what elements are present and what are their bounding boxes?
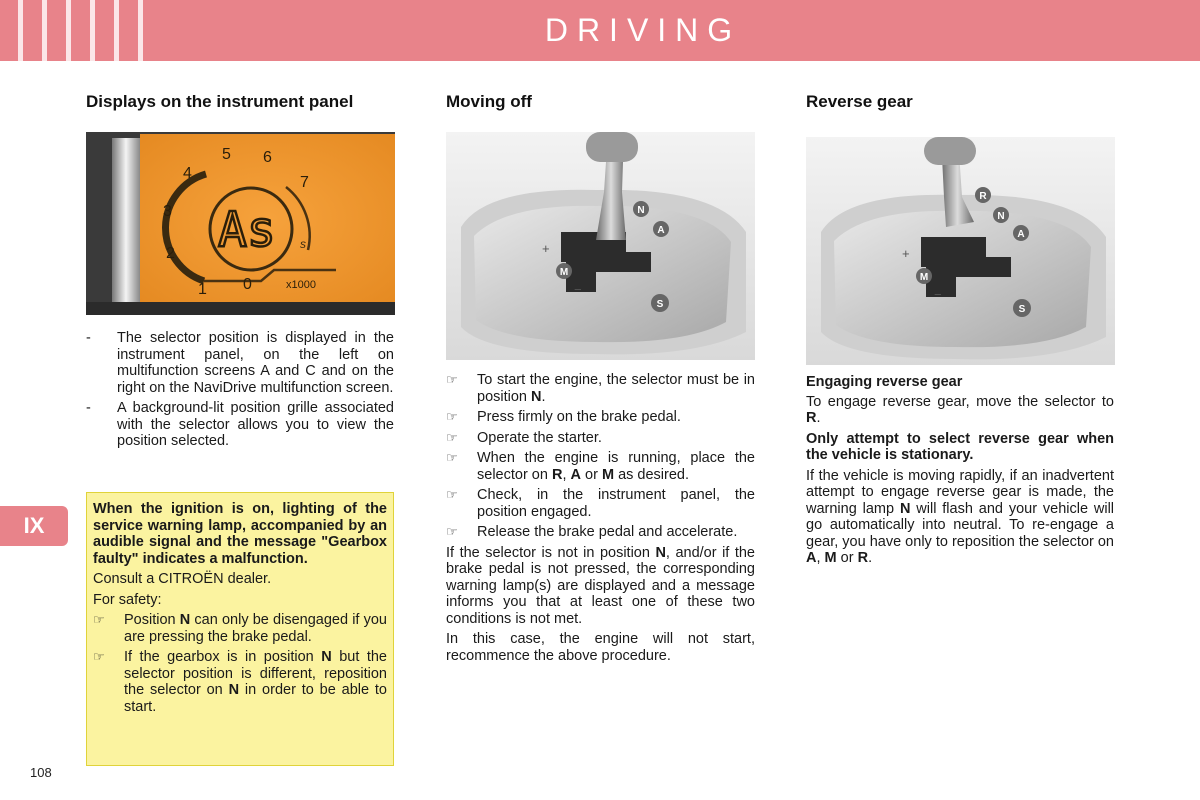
list-item: - A background-lit position grille associated with the selector allows you to view the position selected. [86, 400, 394, 449]
list-item: - The selector position is displayed in the instrument panel, on the left on multifunction screens A and C and on the right on the NaviDrive multifunction screen. [86, 330, 394, 396]
list-item: ☞ If the gearbox is in position N but the selector position is different, reposition the selector on N in order to be able to start. [93, 649, 387, 715]
pointing-hand-icon: ☞ [446, 372, 458, 387]
gauge-number: 3 [163, 203, 172, 220]
pointing-hand-icon: ☞ [93, 649, 105, 664]
dash-marker: - [86, 400, 91, 416]
header-stripe [90, 0, 95, 61]
pointing-hand-icon: ☞ [446, 524, 458, 539]
gate-plus: + [542, 241, 550, 256]
paragraph: To engage reverse gear, move the selector to R. [806, 393, 1114, 426]
warning-line: Consult a CITROËN dealer. [93, 571, 272, 587]
gate-plus: + [902, 246, 910, 261]
list-item: ☞ When the engine is running, place the selector on R, A or M as desired. [446, 450, 755, 483]
dash-marker: - [86, 330, 91, 346]
pointing-hand-icon: ☞ [93, 612, 105, 627]
gate-label-s: S [1018, 304, 1026, 315]
list-item: ☞ Check, in the instrument panel, the position engaged. [446, 487, 755, 520]
paragraph: In this case, the engine will not start, recommence the above procedure. [446, 631, 755, 664]
gate-label-m: M [559, 267, 569, 278]
header-stripe [66, 0, 71, 61]
col3-heading: Reverse gear [806, 92, 913, 111]
page-number: 108 [30, 765, 52, 780]
page-title: DRIVING [544, 12, 742, 48]
col1-list [86, 330, 394, 454]
gauge-number: 2 [166, 245, 175, 262]
subheading: Engaging reverse gear [806, 374, 963, 390]
warning-box [86, 492, 394, 766]
section-tab: IX [0, 506, 68, 546]
list-item: ☞ Press firmly on the brake pedal. [446, 409, 681, 425]
pointing-hand-icon: ☞ [446, 450, 458, 465]
gauge-number: 7 [300, 174, 309, 191]
gate-label-m: M [919, 272, 929, 283]
paragraph: If the vehicle is moving rapidly, if an inadvertent attempt to engage reverse gear is made, the warning lamp N will flash and your vehicle will go automatically into neutral. To re-engage a gear, you have only to reposition the selector on A, M or R. [806, 467, 1115, 566]
rpm-unit: x1000 [286, 279, 316, 291]
list-item: ☞ To start the engine, the selector must be in position N. [446, 372, 755, 405]
gate-minus: − [934, 287, 942, 302]
gate-label-s: S [656, 299, 664, 310]
gauge-number: 1 [198, 281, 207, 298]
sport-label: s [300, 237, 306, 251]
reverse-gear-figure [806, 137, 1115, 365]
gauge-number: 0 [243, 276, 252, 293]
header-stripe [42, 0, 47, 61]
warning-line: For safety: [93, 591, 162, 608]
gauge-number: 5 [222, 146, 231, 163]
gate-label-a: A [1017, 229, 1025, 240]
gear-readout: As [218, 202, 276, 258]
instrument-display-figure [86, 132, 395, 315]
header-stripe [114, 0, 119, 61]
header-stripe [138, 0, 143, 61]
pointing-hand-icon: ☞ [446, 487, 458, 502]
gate-label-r: R [979, 191, 987, 202]
header-band [0, 0, 1200, 61]
gate-label-n: N [997, 211, 1005, 222]
bold-note: Only attempt to select reverse gear when the vehicle is stationary. [806, 430, 1114, 463]
gate-label-a: A [657, 225, 665, 236]
warning-bold-text: When the ignition is on, lighting of the service warning lamp, accompanied by an audible signal and the message "Gearbox faulty" indicates a malfunction. [93, 501, 387, 567]
gate-minus: − [574, 282, 582, 297]
pointing-hand-icon: ☞ [446, 429, 458, 445]
col1-heading: Displays on the instrument panel [86, 92, 354, 111]
paragraph: If the selector is not in position N, and/or if the brake pedal is not pressed, the corresponding warning lamp(s) are displayed and a message informs you that at least one of these two conditions is not met. [446, 544, 755, 627]
list-item: ☞ Release the brake pedal and accelerate. [446, 524, 738, 540]
gauge-number: 6 [263, 149, 272, 166]
col3-text [806, 374, 1114, 567]
col2-text [446, 372, 755, 664]
gate-label-n: N [637, 205, 645, 216]
header-stripe [18, 0, 23, 61]
list-item: ☞ Position N can only be disengaged if you are pressing the brake pedal. [93, 612, 387, 645]
gauge-number: 4 [183, 165, 192, 182]
gear-selector-figure [446, 132, 755, 360]
pointing-hand-icon: ☞ [446, 409, 458, 424]
list-item: ☞ Operate the starter. [446, 429, 602, 446]
col2-heading: Moving off [446, 92, 532, 111]
